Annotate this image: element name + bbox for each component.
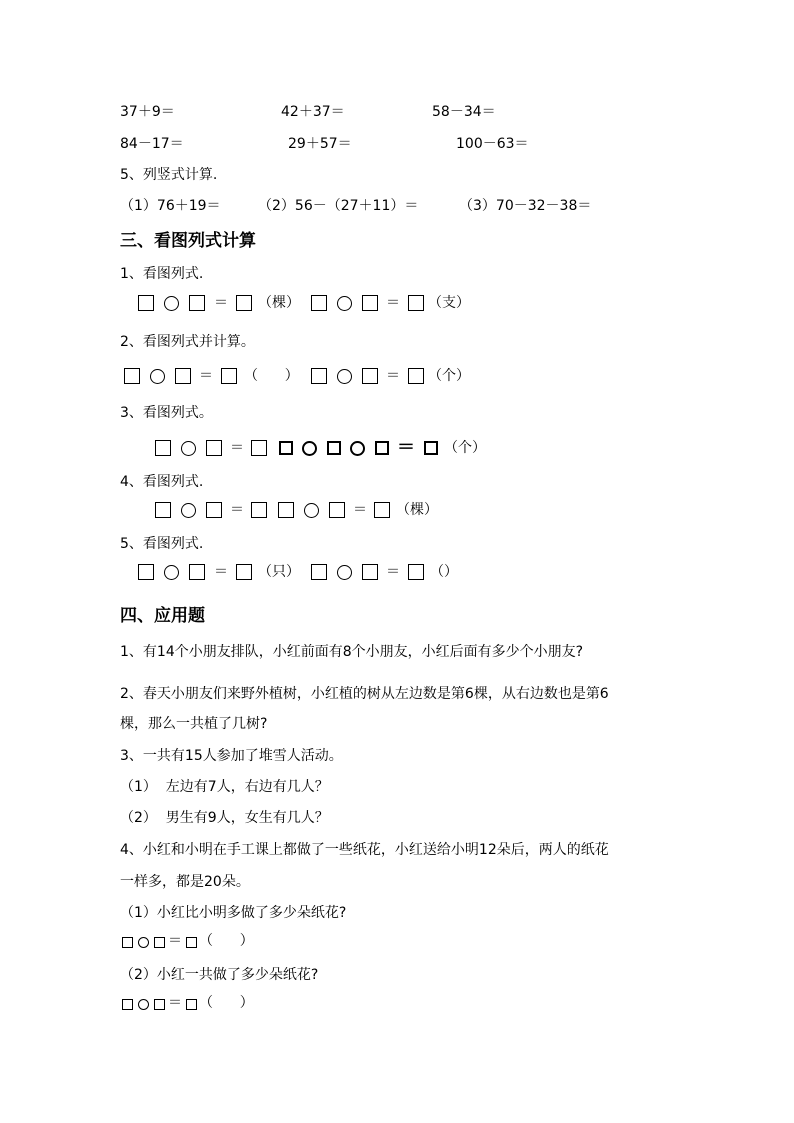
answer-box[interactable] [311,564,327,580]
equals-sign: ＝ [230,502,244,518]
unit-label: （个） [428,368,470,384]
unit-label: （ ） [244,368,299,384]
problem-text: 一样多，都是20朵。 [120,874,250,890]
answer-box[interactable] [362,295,378,311]
unit-label: （支） [428,295,470,311]
calc-item: 42＋37＝ [281,104,345,120]
operator-circle[interactable] [150,369,165,384]
answer-box[interactable] [362,564,378,580]
answer-box-bold[interactable] [424,441,438,455]
answer-box[interactable] [311,368,327,384]
answer-box[interactable] [124,368,140,384]
vertical-calc-item: （3）70－32－38＝ [459,198,592,214]
answer-box[interactable] [362,368,378,384]
unit-label: （棵） [258,295,300,311]
sub-question: （2） 男生有9人，女生有几人？ [120,810,329,826]
operator-circle[interactable] [181,503,196,518]
answer-box[interactable] [221,368,237,384]
answer-box[interactable] [154,937,165,948]
operator-circle-bold[interactable] [350,441,365,456]
answer-box[interactable] [206,502,222,518]
question-title: 2、看图列式并计算。 [120,334,255,350]
answer-box[interactable] [138,295,154,311]
answer-box[interactable] [251,502,267,518]
question-title: 4、看图列式. [120,474,204,490]
calc-item: 37＋9＝ [120,104,175,120]
answer-box[interactable] [186,999,197,1010]
answer-box[interactable] [155,440,171,456]
answer-box[interactable] [251,440,267,456]
operator-circle[interactable] [304,503,319,518]
operator-circle[interactable] [337,369,352,384]
unit-label: （） [430,564,458,580]
equals-sign: ＝ [214,295,228,311]
vertical-calc-item: （2）56－（27＋11）＝ [258,198,419,214]
answer-box[interactable] [155,502,171,518]
equals-sign: ＝ [214,564,228,580]
section-heading: 三、看图列式计算 [120,231,256,251]
calc-item: 58－34＝ [432,104,496,120]
unit-label: （只） [258,564,300,580]
unit-label: （ ） [199,995,254,1011]
calc-item: 29＋57＝ [288,136,352,152]
answer-box[interactable] [311,295,327,311]
operator-circle[interactable] [181,441,196,456]
problem-text: 4、小红和小明在手工课上都做了一些纸花，小红送给小明12朵后，两人的纸花 [120,842,609,858]
equals-sign: ＝ [386,564,400,580]
answer-box[interactable] [122,937,133,948]
calc-item: 100－63＝ [456,136,529,152]
operator-circle[interactable] [164,565,179,580]
unit-label: （棵） [396,502,438,518]
question-title: 3、看图列式。 [120,405,213,421]
equals-sign: ＝ [386,295,400,311]
problem-text: 2、春天小朋友们来野外植树，小红植的树从左边数是第6棵，从右边数也是第6 [120,686,609,702]
equals-sign: ＝ [230,440,244,456]
vertical-calc-item: （1）76＋19＝ [120,198,221,214]
problem-text: 3、一共有15人参加了堆雪人活动。 [120,748,343,764]
section-heading: 四、应用题 [120,606,205,626]
sub-question: （2）小红一共做了多少朵纸花? [120,967,319,983]
equals-sign: ＝ [168,995,182,1011]
operator-circle-bold[interactable] [302,441,317,456]
answer-box[interactable] [189,295,205,311]
answer-box[interactable] [186,937,197,948]
equals-sign: ＝ [168,933,182,949]
answer-box[interactable] [408,368,424,384]
problem-text: 1、有14个小朋友排队，小红前面有8个小朋友，小红后面有多少个小朋友? [120,644,584,660]
answer-box[interactable] [154,999,165,1010]
operator-circle[interactable] [337,296,352,311]
answer-box[interactable] [189,564,205,580]
answer-box[interactable] [236,295,252,311]
question-title: 5、列竖式计算. [120,167,218,183]
operator-circle[interactable] [164,296,179,311]
sub-question: （1）小红比小明多做了多少朵纸花? [120,905,347,921]
unit-label: （ ） [199,933,254,949]
problem-text: 棵，那么一共植了几树? [120,716,268,732]
operator-circle[interactable] [138,999,149,1010]
answer-box[interactable] [236,564,252,580]
calc-item: 84－17＝ [120,136,184,152]
operator-circle[interactable] [337,565,352,580]
answer-box[interactable] [138,564,154,580]
answer-box-bold[interactable] [279,441,293,455]
operator-circle[interactable] [138,937,149,948]
equals-sign: ＝ [199,368,213,384]
unit-label: （个） [444,440,486,456]
equals-sign: ＝ [353,502,367,518]
equals-sign: ＝ [386,368,400,384]
question-title: 1、看图列式. [120,266,204,282]
answer-box[interactable] [329,502,345,518]
answer-box[interactable] [408,295,424,311]
answer-box-bold[interactable] [327,441,341,455]
answer-box[interactable] [408,564,424,580]
equals-sign: ＝ [397,437,415,458]
answer-box[interactable] [122,999,133,1010]
answer-box[interactable] [175,368,191,384]
answer-box[interactable] [206,440,222,456]
answer-box-bold[interactable] [375,441,389,455]
answer-box[interactable] [374,502,390,518]
question-title: 5、看图列式. [120,536,204,552]
sub-question: （1） 左边有7人，右边有几人？ [120,779,329,795]
answer-box[interactable] [278,502,294,518]
